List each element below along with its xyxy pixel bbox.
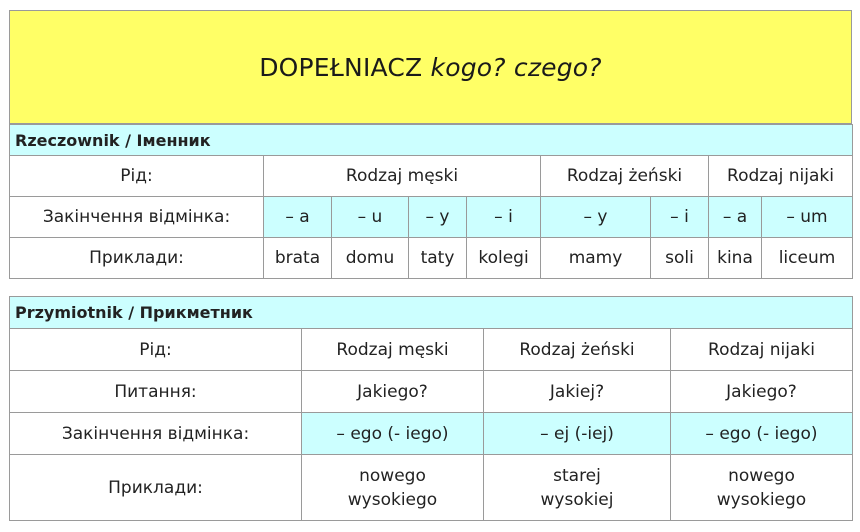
gender-masculine: Rodzaj męski — [264, 156, 541, 197]
gender-feminine: Rodzaj żeński — [541, 156, 709, 197]
ending-cell: – i — [467, 197, 541, 238]
example-cell: mamy — [541, 238, 651, 279]
ending-cell: – um — [762, 197, 853, 238]
row-label-examples: Приклади: — [10, 238, 264, 279]
ending-cell: – y — [541, 197, 651, 238]
noun-table-header: Rzeczownik / Іменник — [10, 125, 853, 156]
title-case-question: kogo? czego? — [430, 52, 602, 82]
page-title — [259, 53, 602, 82]
example-cell: kolegi — [467, 238, 541, 279]
ending-cell: – a — [264, 197, 332, 238]
example-cell: taty — [409, 238, 467, 279]
ending-cell: – a — [709, 197, 762, 238]
example-line: starej — [553, 465, 601, 486]
row-label-gender: Рід: — [10, 329, 302, 371]
ending-cell: – ej (-iej) — [484, 413, 671, 455]
example-cell: domu — [332, 238, 409, 279]
example-line: wysokiego — [716, 489, 807, 510]
example-cell — [302, 455, 484, 521]
ending-cell: – ego (- iego) — [671, 413, 853, 455]
gender-feminine: Rodzaj żeński — [484, 329, 671, 371]
example-cell: brata — [264, 238, 332, 279]
example-cell: soli — [651, 238, 709, 279]
question-cell: Jakiego? — [302, 371, 484, 413]
ending-cell: – y — [409, 197, 467, 238]
row-label-question: Питання: — [10, 371, 302, 413]
example-line: nowego — [728, 465, 795, 486]
example-cell: kina — [709, 238, 762, 279]
example-line: nowego — [359, 465, 426, 486]
row-label-ending: Закінчення відмінка: — [10, 197, 264, 238]
example-line: wysokiej — [540, 489, 614, 510]
gender-masculine: Rodzaj męski — [302, 329, 484, 371]
ending-cell: – ego (- iego) — [302, 413, 484, 455]
row-label-examples: Приклади: — [10, 455, 302, 521]
gender-neuter: Rodzaj nijaki — [709, 156, 853, 197]
adjective-table-header: Przymiotnik / Прикметник — [10, 297, 853, 329]
row-label-ending: Закінчення відмінка: — [10, 413, 302, 455]
title-banner — [9, 10, 852, 124]
ending-cell: – i — [651, 197, 709, 238]
example-cell — [484, 455, 671, 521]
question-cell: Jakiej? — [484, 371, 671, 413]
ending-cell: – u — [332, 197, 409, 238]
example-line: wysokiego — [347, 489, 438, 510]
question-cell: Jakiego? — [671, 371, 853, 413]
noun-table — [9, 124, 853, 279]
gender-neuter: Rodzaj nijaki — [671, 329, 853, 371]
adjective-table — [9, 296, 853, 521]
title-case-name: DOPEŁNIACZ — [259, 52, 423, 82]
example-cell: liceum — [762, 238, 853, 279]
row-label-gender: Рід: — [10, 156, 264, 197]
example-cell — [671, 455, 853, 521]
